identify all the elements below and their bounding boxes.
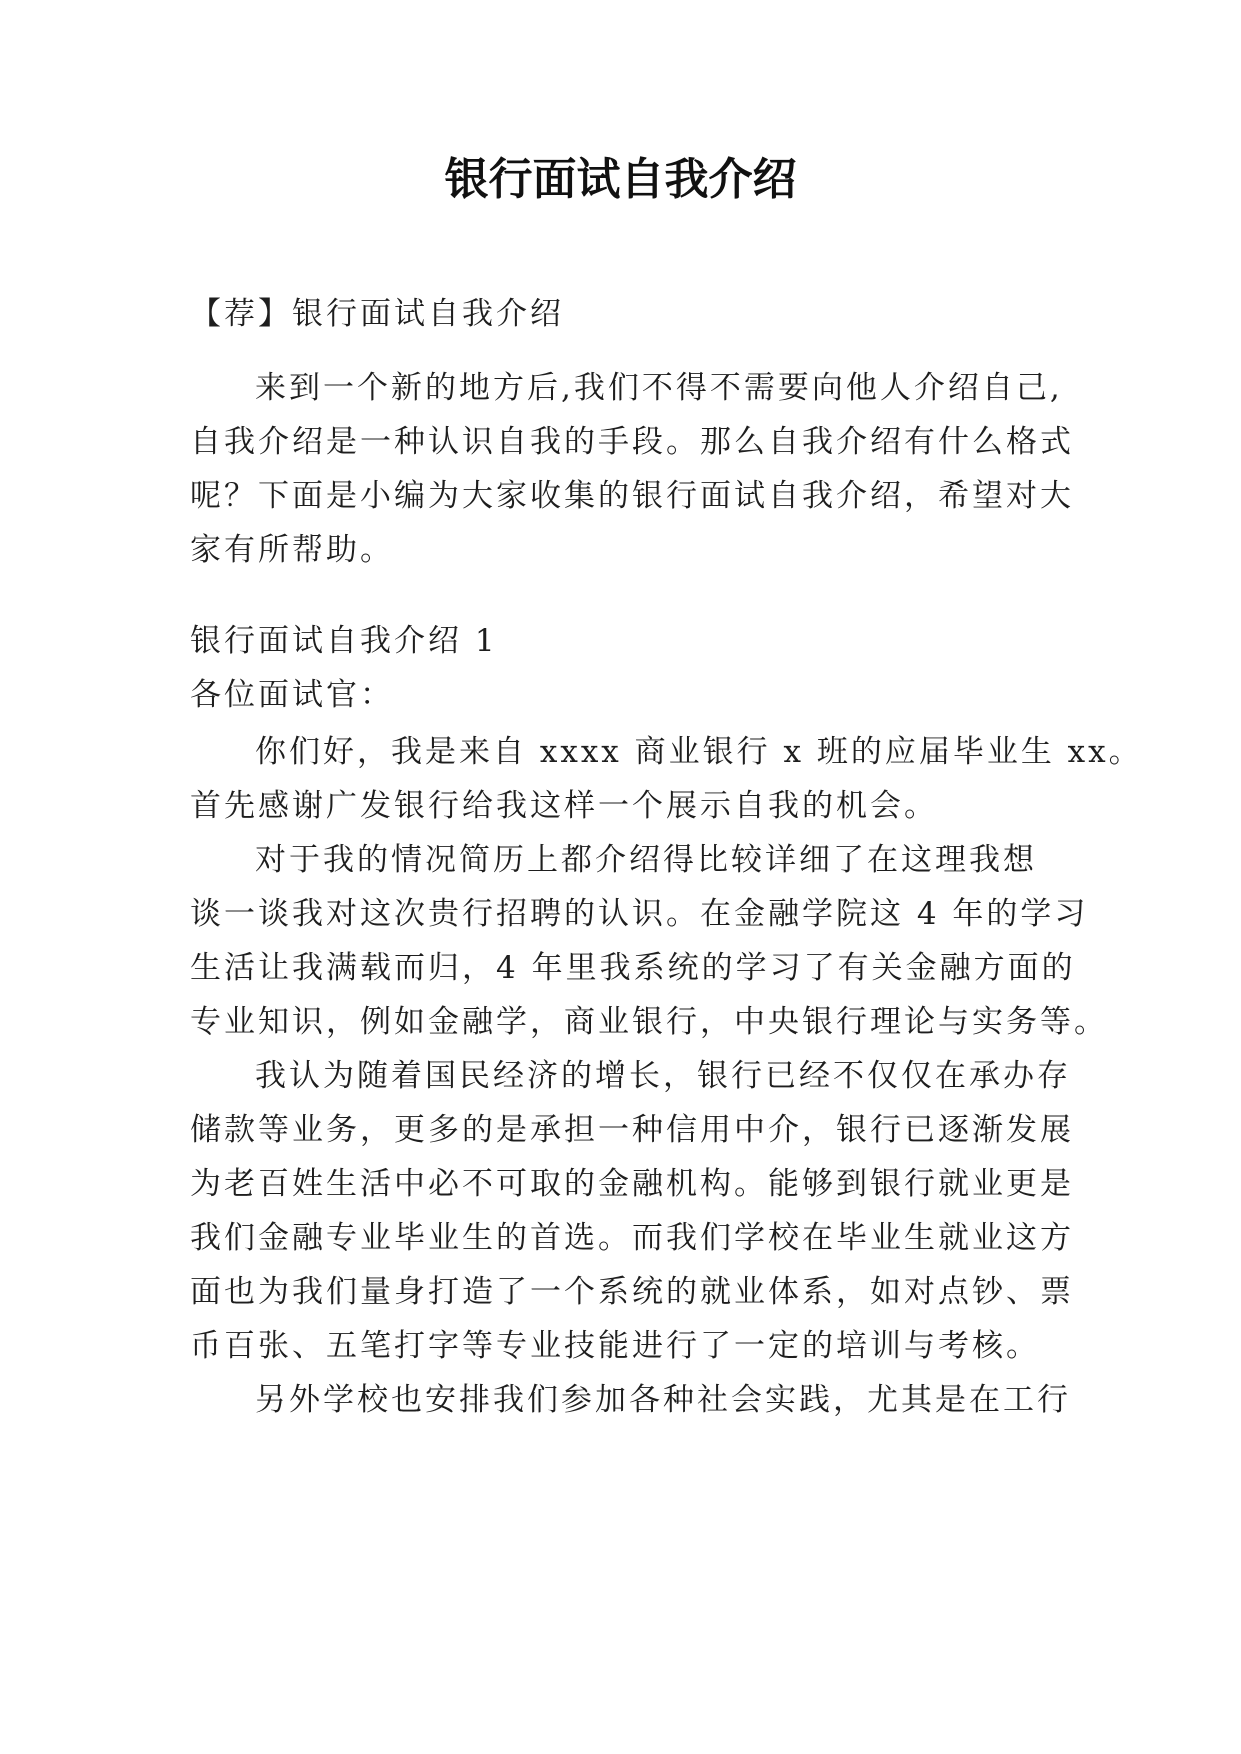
paragraph-line: 我认为随着国民经济的增长，银行已经不仅仅在承办存	[255, 1058, 1071, 1094]
paragraph-line: 生活让我满载而归，4 年里我系统的学习了有关金融方面的	[190, 950, 1076, 986]
recommended-heading: 【荐】银行面试自我介绍	[190, 296, 564, 332]
paragraph-line: 我们金融专业毕业生的首选。而我们学校在毕业生就业这方	[190, 1220, 1074, 1256]
paragraph-line: 你们好，我是来自 xxxx 商业银行 x 班的应届毕业生 xx。	[255, 734, 1143, 770]
document-title: 银行面试自我介绍	[444, 154, 797, 205]
salutation-line: 各位面试官：	[190, 677, 394, 713]
paragraph-line: 谈一谈我对这次贵行招聘的认识。在金融学院这 4 年的学习	[190, 896, 1089, 932]
paragraph-line: 自我介绍是一种认识自我的手段。那么自我介绍有什么格式	[190, 424, 1074, 460]
paragraph-line: 面也为我们量身打造了一个系统的就业体系，如对点钞、票	[190, 1274, 1074, 1310]
paragraph-line: 为老百姓生活中必不可取的金融机构。能够到银行就业更是	[190, 1166, 1074, 1202]
paragraph-line: 呢？下面是小编为大家收集的银行面试自我介绍，希望对大	[190, 478, 1074, 514]
paragraph-line: 专业知识，例如金融学，商业银行，中央银行理论与实务等。	[190, 1004, 1108, 1040]
paragraph-line: 来到一个新的地方后,我们不得不需要向他人介绍自己,	[255, 370, 1063, 406]
paragraph-line: 币百张、五笔打字等专业技能进行了一定的培训与考核。	[190, 1328, 1040, 1364]
paragraph-line: 储款等业务，更多的是承担一种信用中介，银行已逐渐发展	[190, 1112, 1074, 1148]
paragraph-line: 家有所帮助。	[190, 532, 394, 568]
paragraph-line: 首先感谢广发银行给我这样一个展示自我的机会。	[190, 788, 938, 824]
paragraph-line: 另外学校也安排我们参加各种社会实践，尤其是在工行	[255, 1382, 1071, 1418]
paragraph-line: 对于我的情况简历上都介绍得比较详细了在这理我想	[255, 842, 1037, 878]
section-heading: 银行面试自我介绍 1	[190, 623, 498, 659]
